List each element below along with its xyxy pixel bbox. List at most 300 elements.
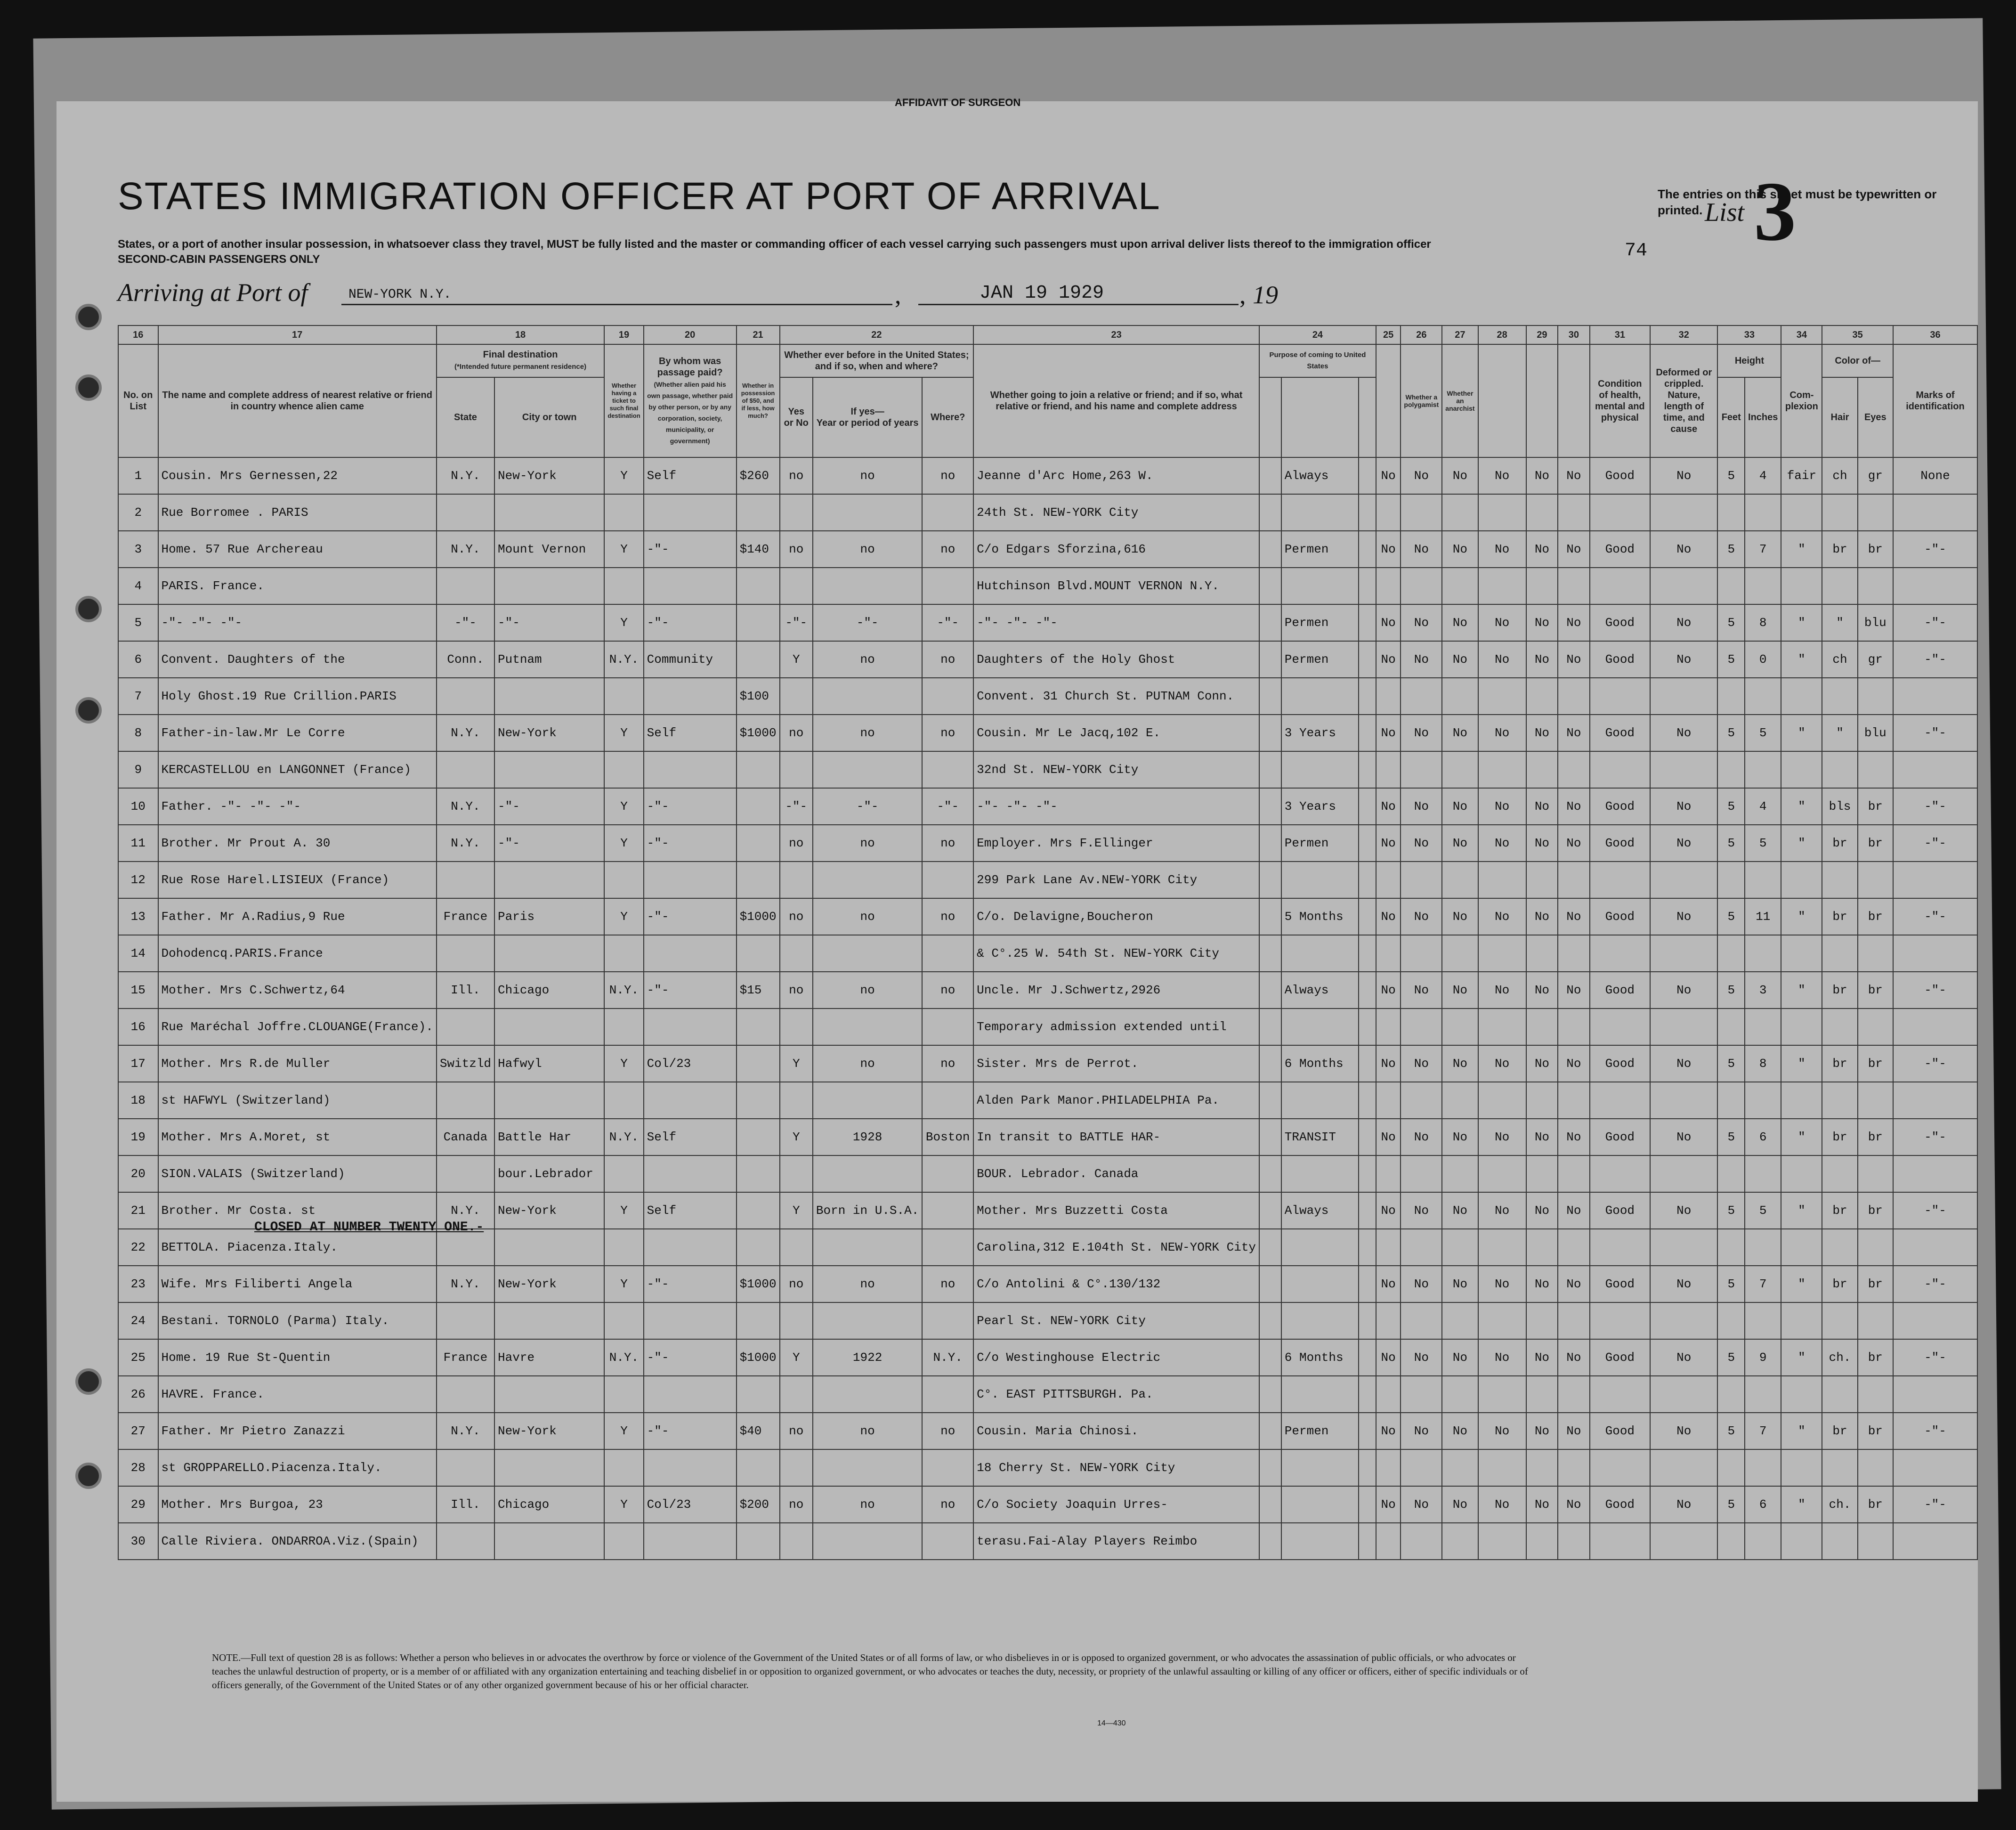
- cell-q25: [1376, 1009, 1401, 1045]
- cell-no: 18: [118, 1082, 158, 1119]
- cell-m: $40: [737, 1413, 780, 1449]
- purpose-cell: [1359, 531, 1376, 568]
- header-q29: [1526, 344, 1558, 457]
- table-row: [118, 1119, 1977, 1155]
- cell-len: Always: [1281, 972, 1359, 1009]
- cell-ft: 5: [1717, 788, 1745, 825]
- cell-rel: -"- -"- -"-: [158, 604, 437, 641]
- cell-b: Y: [780, 641, 813, 678]
- cell-m: [737, 1082, 780, 1119]
- cell-join: Hutchinson Blvd.MOUNT VERNON N.Y.: [973, 568, 1259, 604]
- cell-ft: [1717, 862, 1745, 898]
- cell-p: 1922: [813, 1339, 922, 1376]
- cell-cx: [1781, 1523, 1822, 1560]
- form-number: 14—430: [1097, 1719, 1126, 1727]
- cell-hl: Good: [1590, 457, 1650, 494]
- cell-w: no: [922, 715, 973, 751]
- cell-p: [813, 1155, 922, 1192]
- cell-p: [813, 1449, 922, 1486]
- cell-ey: br: [1858, 825, 1893, 862]
- header-polygamist: Whether a polygamist: [1401, 344, 1442, 457]
- cell-w: [922, 568, 973, 604]
- cell-in: [1745, 751, 1781, 788]
- cell-b: [780, 1376, 813, 1413]
- closed-note: CLOSED AT NUMBER TWENTY ONE.-: [254, 1220, 484, 1235]
- cell-len: [1281, 1376, 1359, 1413]
- purpose-cell: [1359, 1266, 1376, 1302]
- cell-rel: BETTOLA. Piacenza.Italy.: [158, 1229, 437, 1266]
- cell-q27: [1442, 568, 1478, 604]
- cell-hr: [1822, 1449, 1857, 1486]
- purpose-cell: [1359, 1339, 1376, 1376]
- header-no-on-list: No. on List: [118, 344, 158, 457]
- cell-b: no: [780, 972, 813, 1009]
- cell-cx: ": [1781, 715, 1822, 751]
- cell-q29: No: [1526, 641, 1558, 678]
- cell-ey: br: [1858, 1266, 1893, 1302]
- affidavit-heading: AFFIDAVIT OF SURGEON: [895, 97, 1021, 108]
- table-row: [118, 1155, 1977, 1192]
- purpose-cell: [1359, 751, 1376, 788]
- cell-hl: [1590, 494, 1650, 531]
- cell-q25: [1376, 1376, 1401, 1413]
- cell-no: 15: [118, 972, 158, 1009]
- comma: ,: [1239, 281, 1246, 309]
- cell-by: [644, 1449, 737, 1486]
- purpose-cell: [1359, 1413, 1376, 1449]
- cell-no: 29: [118, 1486, 158, 1523]
- punch-hole: [75, 1463, 102, 1489]
- cell-p: [813, 1376, 922, 1413]
- cell-mk: [1893, 1302, 1977, 1339]
- cell-rel: st GROPPARELLO.Piacenza.Italy.: [158, 1449, 437, 1486]
- cell-mk: -"-: [1893, 715, 1977, 751]
- purpose-cell: [1259, 1413, 1281, 1449]
- cell-mk: -"-: [1893, 1045, 1977, 1082]
- cell-mk: -"-: [1893, 1266, 1977, 1302]
- cell-cx: [1781, 1009, 1822, 1045]
- cell-tk: [604, 1449, 643, 1486]
- cell-cx: ": [1781, 1045, 1822, 1082]
- col-num: 20: [644, 325, 737, 344]
- cell-len: 3 Years: [1281, 715, 1359, 751]
- cell-q28: No: [1478, 1486, 1526, 1523]
- cell-df: No: [1650, 1339, 1717, 1376]
- cell-m: $15: [737, 972, 780, 1009]
- cell-tk: [604, 678, 643, 715]
- cell-rel: Convent. Daughters of the: [158, 641, 437, 678]
- cell-st: [437, 1302, 494, 1339]
- cell-st: France: [437, 1339, 494, 1376]
- cell-q29: No: [1526, 1266, 1558, 1302]
- cell-cx: [1781, 1449, 1822, 1486]
- cell-hr: br: [1822, 1266, 1857, 1302]
- cell-b: no: [780, 825, 813, 862]
- cell-q25: No: [1376, 604, 1401, 641]
- cell-rel: Rue Borromee . PARIS: [158, 494, 437, 531]
- purpose-cell: [1359, 898, 1376, 935]
- cell-q29: [1526, 494, 1558, 531]
- cell-q27: No: [1442, 1413, 1478, 1449]
- cell-cx: [1781, 568, 1822, 604]
- cell-mk: [1893, 751, 1977, 788]
- cell-mk: [1893, 1082, 1977, 1119]
- header-purpose-a: [1259, 377, 1281, 457]
- cell-q26: [1401, 1523, 1442, 1560]
- cell-m: [737, 1523, 780, 1560]
- cell-mk: [1893, 494, 1977, 531]
- cell-len: Permen: [1281, 531, 1359, 568]
- cell-p: no: [813, 1413, 922, 1449]
- cell-ey: [1858, 751, 1893, 788]
- cell-len: Always: [1281, 1192, 1359, 1229]
- cell-b: no: [780, 1266, 813, 1302]
- cell-join: Temporary admission extended until: [973, 1009, 1259, 1045]
- cell-city: [494, 1082, 604, 1119]
- cell-q25: No: [1376, 972, 1401, 1009]
- header-complexion: Com-plexion: [1781, 344, 1822, 457]
- cell-w: no: [922, 1266, 973, 1302]
- cell-w: no: [922, 457, 973, 494]
- cell-m: [737, 751, 780, 788]
- cell-hl: Good: [1590, 1413, 1650, 1449]
- col-num: 35: [1822, 325, 1893, 344]
- cell-rel: Wife. Mrs Filiberti Angela: [158, 1266, 437, 1302]
- cell-hr: br: [1822, 1413, 1857, 1449]
- cell-q30: [1558, 1376, 1589, 1413]
- cell-hl: [1590, 1229, 1650, 1266]
- cell-p: no: [813, 972, 922, 1009]
- cell-len: 6 Months: [1281, 1339, 1359, 1376]
- cell-no: 1: [118, 457, 158, 494]
- cell-city: [494, 568, 604, 604]
- cell-mk: [1893, 862, 1977, 898]
- cell-ey: [1858, 1155, 1893, 1192]
- cell-hl: [1590, 1082, 1650, 1119]
- header-ticket: Whether having a ticket to such final destination: [604, 344, 643, 457]
- cell-st: Switzld: [437, 1045, 494, 1082]
- cell-join: terasu.Fai-Alay Players Reimbo: [973, 1523, 1259, 1560]
- cell-ft: 5: [1717, 1339, 1745, 1376]
- cell-mk: [1893, 1155, 1977, 1192]
- cell-q27: No: [1442, 457, 1478, 494]
- cell-b: [780, 1449, 813, 1486]
- purpose-cell: [1359, 641, 1376, 678]
- cell-by: [644, 568, 737, 604]
- table-row: [118, 531, 1977, 568]
- cell-st: [437, 1376, 494, 1413]
- col-num: 28: [1478, 325, 1526, 344]
- cell-in: 4: [1745, 457, 1781, 494]
- cell-q30: [1558, 862, 1589, 898]
- cell-in: [1745, 1376, 1781, 1413]
- cell-city: [494, 862, 604, 898]
- cell-ey: [1858, 1009, 1893, 1045]
- cell-q28: [1478, 751, 1526, 788]
- purpose-cell: [1259, 457, 1281, 494]
- cell-tk: Y: [604, 715, 643, 751]
- cell-ft: [1717, 494, 1745, 531]
- cell-q29: [1526, 568, 1558, 604]
- cell-no: 7: [118, 678, 158, 715]
- page-title: STATES IMMIGRATION OFFICER AT PORT OF ARRIVAL: [118, 175, 1161, 218]
- purpose-cell: [1359, 1082, 1376, 1119]
- cell-p: no: [813, 715, 922, 751]
- table-row: [118, 457, 1977, 494]
- cell-cx: ": [1781, 1339, 1822, 1376]
- cell-mk: -"-: [1893, 825, 1977, 862]
- cell-p: -"-: [813, 788, 922, 825]
- cell-city: [494, 494, 604, 531]
- cell-st: N.Y.: [437, 457, 494, 494]
- cell-tk: [604, 1376, 643, 1413]
- cell-b: [780, 1229, 813, 1266]
- cell-w: Boston: [922, 1119, 973, 1155]
- list-label: List: [1705, 198, 1745, 227]
- cell-mk: -"-: [1893, 898, 1977, 935]
- cell-st: [437, 1082, 494, 1119]
- cell-in: 7: [1745, 1266, 1781, 1302]
- cell-ey: [1858, 1376, 1893, 1413]
- cell-by: [644, 862, 737, 898]
- cell-p: [813, 568, 922, 604]
- cell-q28: No: [1478, 825, 1526, 862]
- cell-ft: [1717, 1523, 1745, 1560]
- cell-p: no: [813, 1486, 922, 1523]
- cell-join: C°. EAST PITTSBURGH. Pa.: [973, 1376, 1259, 1413]
- purpose-cell: [1259, 494, 1281, 531]
- cell-b: [780, 1302, 813, 1339]
- cell-by: -"-: [644, 972, 737, 1009]
- cell-df: No: [1650, 972, 1717, 1009]
- cell-cx: [1781, 1229, 1822, 1266]
- purpose-cell: [1259, 1155, 1281, 1192]
- cell-b: Y: [780, 1339, 813, 1376]
- table-row: [118, 898, 1977, 935]
- purpose-cell: [1259, 898, 1281, 935]
- cell-q29: [1526, 1082, 1558, 1119]
- cell-hr: [1822, 751, 1857, 788]
- cell-q25: [1376, 1082, 1401, 1119]
- cell-hl: Good: [1590, 531, 1650, 568]
- purpose-cell: [1359, 1302, 1376, 1339]
- cell-ft: 5: [1717, 1045, 1745, 1082]
- cell-in: [1745, 1082, 1781, 1119]
- cell-q27: No: [1442, 898, 1478, 935]
- cell-hr: [1822, 1302, 1857, 1339]
- cell-q27: [1442, 1009, 1478, 1045]
- cell-q25: No: [1376, 898, 1401, 935]
- cell-no: 9: [118, 751, 158, 788]
- cell-cx: ": [1781, 1266, 1822, 1302]
- cell-mk: [1893, 1376, 1977, 1413]
- cell-join: 32nd St. NEW-YORK City: [973, 751, 1259, 788]
- cell-no: 2: [118, 494, 158, 531]
- cell-q25: No: [1376, 1413, 1401, 1449]
- cell-q26: No: [1401, 1192, 1442, 1229]
- cell-q28: [1478, 1155, 1526, 1192]
- cell-df: [1650, 862, 1717, 898]
- cell-rel: Holy Ghost.19 Rue Crillion.PARIS: [158, 678, 437, 715]
- cell-len: 6 Months: [1281, 1045, 1359, 1082]
- cell-w: [922, 1229, 973, 1266]
- cell-join: Uncle. Mr J.Schwertz,2926: [973, 972, 1259, 1009]
- cell-tk: [604, 1009, 643, 1045]
- cell-b: -"-: [780, 604, 813, 641]
- cell-city: [494, 1523, 604, 1560]
- cell-no: 23: [118, 1266, 158, 1302]
- cell-q29: [1526, 862, 1558, 898]
- cell-q28: No: [1478, 1413, 1526, 1449]
- cell-st: [437, 751, 494, 788]
- cell-cx: [1781, 1155, 1822, 1192]
- cell-q27: No: [1442, 1339, 1478, 1376]
- header-before-us: Whether ever before in the United States; and if so, when and where?: [780, 344, 974, 377]
- cell-m: [737, 1302, 780, 1339]
- cell-join: C/o Antolini & C°.130/132: [973, 1266, 1259, 1302]
- cell-df: [1650, 751, 1717, 788]
- cell-df: No: [1650, 1119, 1717, 1155]
- cell-hr: [1822, 862, 1857, 898]
- cell-rel: Home. 57 Rue Archereau: [158, 531, 437, 568]
- cell-q25: [1376, 568, 1401, 604]
- cell-cx: ": [1781, 1192, 1822, 1229]
- cell-cx: [1781, 1082, 1822, 1119]
- cell-ft: 5: [1717, 1486, 1745, 1523]
- cell-df: No: [1650, 531, 1717, 568]
- cell-q30: [1558, 678, 1589, 715]
- cell-hl: [1590, 862, 1650, 898]
- cell-w: no: [922, 972, 973, 1009]
- cell-q30: No: [1558, 898, 1589, 935]
- cell-q26: [1401, 1449, 1442, 1486]
- cell-q25: No: [1376, 641, 1401, 678]
- cell-in: [1745, 1229, 1781, 1266]
- table-row: [118, 1009, 1977, 1045]
- cell-ft: 5: [1717, 457, 1745, 494]
- cell-rel: Father-in-law.Mr Le Corre: [158, 715, 437, 751]
- cell-in: 5: [1745, 1192, 1781, 1229]
- cell-st: France: [437, 898, 494, 935]
- cell-hl: [1590, 935, 1650, 972]
- cell-cx: ": [1781, 1486, 1822, 1523]
- purpose-cell: [1359, 1449, 1376, 1486]
- cell-q25: No: [1376, 531, 1401, 568]
- cell-q30: No: [1558, 457, 1589, 494]
- cell-no: 5: [118, 604, 158, 641]
- cell-rel: Mother. Mrs C.Schwertz,64: [158, 972, 437, 1009]
- cell-ft: [1717, 678, 1745, 715]
- cell-df: [1650, 678, 1717, 715]
- cell-no: 3: [118, 531, 158, 568]
- cell-ey: br: [1858, 788, 1893, 825]
- cell-p: [813, 1523, 922, 1560]
- cell-st: N.Y.: [437, 788, 494, 825]
- col-num: 29: [1526, 325, 1558, 344]
- cell-q27: No: [1442, 1119, 1478, 1155]
- cell-join: In transit to BATTLE HAR-: [973, 1119, 1259, 1155]
- purpose-cell: [1259, 531, 1281, 568]
- cell-len: [1281, 1523, 1359, 1560]
- cell-m: $260: [737, 457, 780, 494]
- cell-b: no: [780, 457, 813, 494]
- cell-by: -"-: [644, 898, 737, 935]
- cell-q29: No: [1526, 1192, 1558, 1229]
- cell-q25: [1376, 1523, 1401, 1560]
- cell-len: [1281, 1266, 1359, 1302]
- cell-join: Cousin. Mr Le Jacq,102 E.: [973, 715, 1259, 751]
- cell-city: Mount Vernon: [494, 531, 604, 568]
- cell-st: [437, 1155, 494, 1192]
- table-row: [118, 825, 1977, 862]
- cell-hl: [1590, 1376, 1650, 1413]
- table-row: [118, 1413, 1977, 1449]
- cell-rel: Mother. Mrs Burgoa, 23: [158, 1486, 437, 1523]
- cell-q30: No: [1558, 825, 1589, 862]
- table-body: [118, 457, 1977, 1560]
- header-purpose-b: [1281, 377, 1359, 457]
- cell-in: 0: [1745, 641, 1781, 678]
- cell-ey: br: [1858, 1045, 1893, 1082]
- cell-q30: No: [1558, 788, 1589, 825]
- cell-st: N.Y.: [437, 1266, 494, 1302]
- cell-cx: [1781, 494, 1822, 531]
- cell-cx: [1781, 935, 1822, 972]
- cell-w: no: [922, 531, 973, 568]
- cell-q30: [1558, 751, 1589, 788]
- cell-p: no: [813, 457, 922, 494]
- cell-len: [1281, 1082, 1359, 1119]
- cell-ft: 5: [1717, 972, 1745, 1009]
- header-where: Where?: [922, 377, 973, 457]
- cell-hl: Good: [1590, 1119, 1650, 1155]
- cell-m: $1000: [737, 1266, 780, 1302]
- cell-no: 12: [118, 862, 158, 898]
- punch-hole: [75, 1368, 102, 1395]
- purpose-cell: [1259, 1119, 1281, 1155]
- cell-q25: No: [1376, 1192, 1401, 1229]
- cell-p: no: [813, 531, 922, 568]
- cell-tk: [604, 494, 643, 531]
- comma: ,: [895, 281, 901, 309]
- cell-hl: Good: [1590, 715, 1650, 751]
- cell-df: [1650, 935, 1717, 972]
- cell-q29: No: [1526, 972, 1558, 1009]
- cell-hl: [1590, 1449, 1650, 1486]
- cell-q30: [1558, 1009, 1589, 1045]
- cell-st: N.Y.: [437, 1413, 494, 1449]
- cell-b: [780, 935, 813, 972]
- cell-by: -"-: [644, 1413, 737, 1449]
- cell-by: Self: [644, 715, 737, 751]
- header-joining: Whether going to join a relative or friend; and if so, what relative or friend, and his name and complete address: [973, 344, 1259, 457]
- cell-q27: [1442, 494, 1478, 531]
- purpose-cell: [1259, 1082, 1281, 1119]
- cell-tk: Y: [604, 604, 643, 641]
- cell-by: Self: [644, 1192, 737, 1229]
- purpose-cell: [1359, 715, 1376, 751]
- cell-q25: [1376, 1155, 1401, 1192]
- cell-city: [494, 751, 604, 788]
- cell-df: No: [1650, 1192, 1717, 1229]
- header-final-destination: Final destination (*Intended future permanent residence): [437, 344, 605, 377]
- cell-ft: 5: [1717, 641, 1745, 678]
- cell-by: -"-: [644, 1266, 737, 1302]
- cell-city: [494, 1376, 604, 1413]
- cell-m: $100: [737, 678, 780, 715]
- cell-q25: No: [1376, 1119, 1401, 1155]
- cell-q28: [1478, 568, 1526, 604]
